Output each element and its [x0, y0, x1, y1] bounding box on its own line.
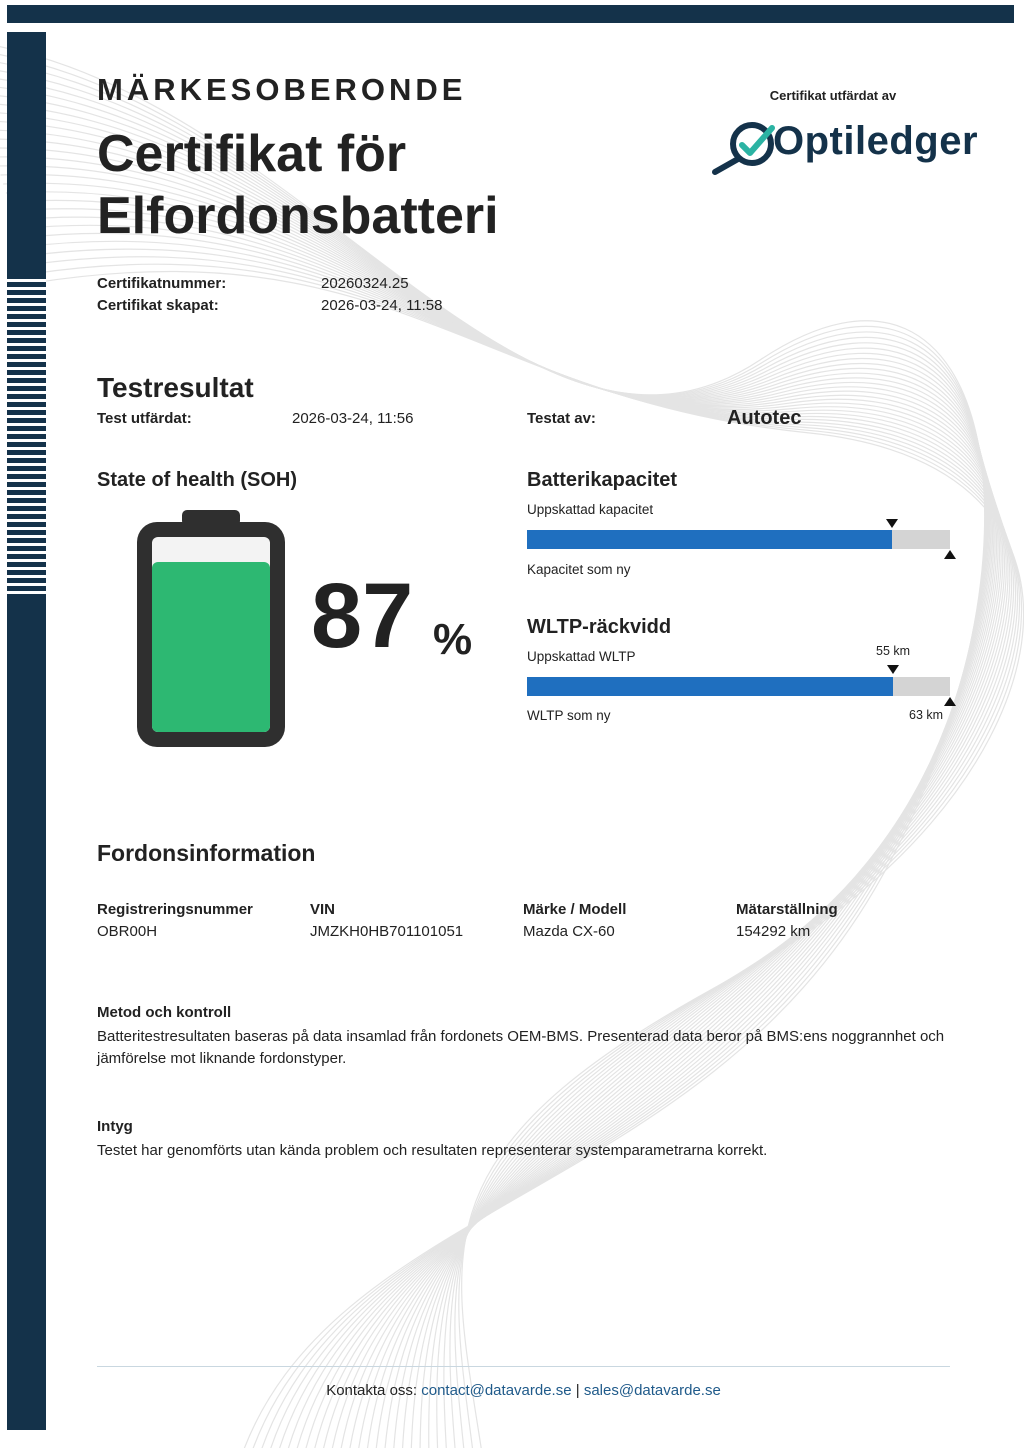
eyebrow-text: MÄRKESOBERONDE [97, 72, 467, 107]
sales-email-link[interactable]: sales@datavarde.se [583, 1382, 721, 1399]
wave-line [0, 58, 986, 1448]
sidebar-stripe [7, 375, 46, 378]
attestation-text: Testet har genomförts utan kända problem och resultaten representerar systemparametrarna korrekt. [97, 1142, 768, 1159]
certificate-created-value: 2026-03-24, 11:58 [321, 297, 443, 314]
sidebar-stripe [7, 535, 46, 538]
sidebar-stripe [7, 559, 46, 562]
wave-line [0, 148, 997, 1448]
method-text: Batteritestresultaten baseras på data insamlad från fordonets OEM-BMS. Presenterad data beror på BMS:ens noggrannhet och jämförelse mot liknande fordonstyper. [97, 1028, 945, 1067]
sidebar-stripe [7, 415, 46, 418]
sidebar-stripe [7, 391, 46, 394]
sidebar-stripe [7, 335, 46, 338]
sidebar-stripe [7, 311, 46, 314]
battery-icon [134, 510, 288, 750]
footer-contact [97, 1382, 950, 1399]
sidebar-stripe [7, 503, 46, 506]
sidebar-stripe [7, 279, 46, 282]
registration-label: Registreringsnummer [97, 901, 253, 918]
wltp-estimated-label: Uppskattad WLTP [527, 649, 636, 664]
wltp-new-value: 63 km [909, 708, 944, 722]
sidebar-stripe [7, 383, 46, 386]
capacity-estimated-marker [886, 519, 898, 528]
page-title-line2: Elfordonsbatteri [97, 187, 499, 245]
soh-unit: % [433, 615, 473, 664]
sidebar-stripe [7, 287, 46, 290]
magnifier-check-icon [715, 125, 772, 172]
sidebar-stripe [7, 295, 46, 298]
sidebar-stripe [7, 407, 46, 410]
sidebar-stripe [7, 583, 46, 586]
sidebar-stripe [7, 351, 46, 354]
page-title-line1: Certifikat för [97, 125, 407, 183]
wave-line [0, 139, 995, 1448]
sidebar-stripe [7, 591, 46, 594]
footer-separator: | [575, 1382, 580, 1399]
wave-line [1, 175, 1002, 1448]
attestation-heading: Intyg [97, 1118, 133, 1135]
sidebar-stripe [7, 463, 46, 466]
sidebar-stripe [7, 575, 46, 578]
capacity-bar-fill [527, 530, 892, 549]
method-heading: Metod och kontroll [97, 1004, 232, 1021]
vin-label: VIN [310, 901, 336, 918]
test-issued-label: Test utfärdat: [97, 410, 192, 427]
odometer-label: Mätarställning [736, 901, 838, 918]
sidebar-stripe [7, 495, 46, 498]
vin-value: JMZKH0HB701101051 [310, 923, 464, 940]
contact-label: Kontakta oss: [326, 1382, 418, 1399]
sidebar-stripe [7, 303, 46, 306]
sidebar-stripe [7, 487, 46, 490]
wltp-estimated-marker [887, 665, 899, 674]
battery-level-fill [152, 562, 270, 732]
tested-by-value: Autotec [727, 407, 802, 429]
sidebar-stripe [7, 367, 46, 370]
sidebar-stripe [7, 527, 46, 530]
sidebar-stripe [7, 319, 46, 322]
sidebar-stripe [7, 519, 46, 522]
sidebar-stripe [7, 479, 46, 482]
sidebar-stripe [7, 327, 46, 330]
sidebar-stripe [7, 511, 46, 514]
sidebar-stripe [7, 399, 46, 402]
footer-divider [97, 1366, 950, 1367]
capacity-new-label: Kapacitet som ny [527, 562, 631, 577]
wave-line [0, 157, 998, 1448]
top-bar [7, 5, 1014, 23]
soh-value: 87 [311, 565, 414, 667]
sidebar-stripes [7, 275, 46, 595]
sidebar-stripe [7, 567, 46, 570]
brand-logo-text: Optiledger [773, 119, 979, 163]
sidebar-stripe [7, 423, 46, 426]
contact-email-link[interactable]: contact@datavarde.se [421, 1382, 572, 1399]
vehicle-info-heading: Fordonsinformation [97, 840, 316, 866]
wave-line [17, 225, 1012, 1448]
soh-heading: State of health (SOH) [97, 469, 298, 491]
sidebar-stripe [7, 471, 46, 474]
wltp-heading: WLTP-räckvidd [527, 616, 672, 638]
sidebar-stripe [7, 343, 46, 346]
odometer-value: 154292 km [736, 923, 811, 940]
issued-by-label: Certifikat utfärdat av [769, 88, 897, 103]
capacity-heading: Batterikapacitet [527, 469, 678, 491]
registration-value: OBR00H [97, 923, 158, 940]
brand-logo [710, 116, 979, 183]
sidebar-stripe [7, 447, 46, 450]
left-sidebar-bar [7, 32, 46, 1430]
sidebar-stripe [7, 359, 46, 362]
wltp-bar-fill [527, 677, 893, 696]
certificate-number-value: 20260324.25 [321, 275, 409, 292]
wltp-new-marker [944, 697, 956, 706]
wave-line [0, 125, 994, 1448]
capacity-new-marker [944, 550, 956, 559]
sidebar-stripe [7, 455, 46, 458]
make-model-label: Märke / Modell [523, 901, 627, 918]
sidebar-stripe [7, 551, 46, 554]
test-issued-value: 2026-03-24, 11:56 [292, 410, 414, 427]
tested-by-label: Testat av: [527, 410, 596, 427]
make-model-value: Mazda CX-60 [523, 923, 615, 940]
test-results-heading: Testresultat [97, 372, 254, 403]
sidebar-stripe [7, 431, 46, 434]
wave-line [0, 121, 993, 1448]
certificate-number-label: Certifikatnummer: [97, 275, 227, 292]
wave-line [0, 166, 1000, 1448]
wltp-estimated-value: 55 km [876, 644, 911, 658]
sidebar-stripe [7, 439, 46, 442]
capacity-estimated-label: Uppskattad kapacitet [527, 502, 654, 517]
certificate-created-label: Certifikat skapat: [97, 297, 219, 314]
sidebar-stripe [7, 543, 46, 546]
wltp-new-label: WLTP som ny [527, 708, 611, 723]
